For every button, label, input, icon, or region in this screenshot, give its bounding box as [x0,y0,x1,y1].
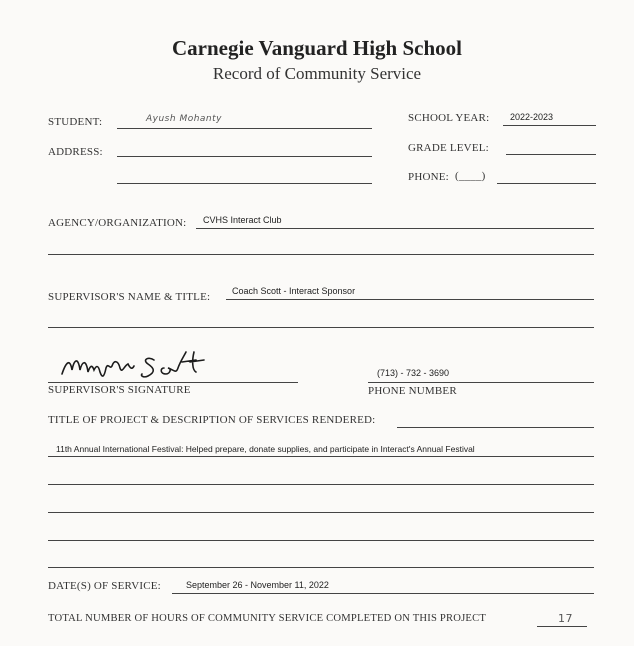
phone-area-code: (____) [455,170,486,182]
supervisor-name-value[interactable]: Coach Scott - Interact Sponsor [232,286,356,296]
project-description[interactable]: 11th Annual International Festival: Helped prepare, donate supplies, and participate in Interact's Annual Festival [56,444,475,454]
supervisor-signature-icon [58,348,228,382]
supervisor-phone-line [368,382,594,383]
phone-number-label: PHONE NUMBER [368,385,457,397]
project-title-line[interactable] [397,427,594,428]
project-label: TITLE OF PROJECT & DESCRIPTION OF SERVICES RENDERED: [48,414,376,426]
dates-value[interactable]: September 26 - November 11, 2022 [186,580,329,590]
grade-level-label: GRADE LEVEL: [408,142,489,154]
dates-label: DATE(S) OF SERVICE: [48,580,161,592]
address-line-2[interactable] [117,183,372,184]
supervisor-name-line [226,299,594,300]
address-label: ADDRESS: [48,146,103,158]
grade-level-line[interactable] [506,154,596,155]
address-line-1[interactable] [117,156,372,157]
agency-extra-line[interactable] [48,254,594,255]
total-hours-value[interactable]: 17 [558,612,573,625]
project-line-1 [48,456,594,457]
student-name-value[interactable]: Ayush Mohanty [146,114,222,124]
phone-label: PHONE: [408,171,449,183]
student-line [117,128,372,129]
form-title: Record of Community Service [212,64,422,83]
agency-label: AGENCY/ORGANIZATION: [48,217,187,229]
signature-label: SUPERVISOR'S SIGNATURE [48,384,191,396]
agency-value[interactable]: CVHS Interact Club [203,215,282,225]
dates-line [172,593,594,594]
total-hours-line [537,626,587,627]
project-line-4[interactable] [48,540,594,541]
signature-line [48,382,298,383]
supervisor-name-label: SUPERVISOR'S NAME & TITLE: [48,291,211,303]
total-hours-label: TOTAL NUMBER OF HOURS OF COMMUNITY SERVICE COMPLETED ON THIS PROJECT [48,613,487,624]
project-line-5[interactable] [48,567,594,568]
supervisor-extra-line[interactable] [48,327,594,328]
school-name: Carnegie Vanguard High School [172,36,462,60]
agency-line [196,228,594,229]
school-year-value[interactable]: 2022-2023 [510,112,554,122]
school-year-line [503,125,596,126]
project-line-3[interactable] [48,512,594,513]
student-label: STUDENT: [48,116,103,128]
supervisor-phone-value[interactable]: (713) - 732 - 3690 [377,368,450,378]
phone-line[interactable] [497,183,596,184]
project-line-2[interactable] [48,484,594,485]
school-year-label: SCHOOL YEAR: [408,112,490,124]
